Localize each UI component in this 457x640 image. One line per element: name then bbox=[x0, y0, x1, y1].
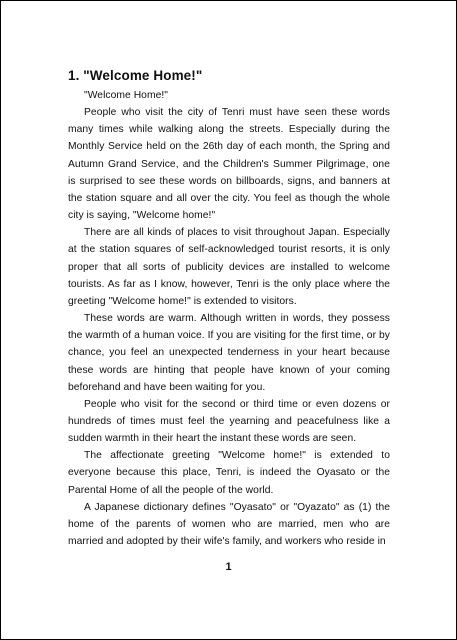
paragraph: "Welcome Home!" bbox=[84, 90, 168, 101]
page-content bbox=[68, 67, 390, 550]
page-number: 1 bbox=[225, 561, 232, 573]
section-heading: 1. "Welcome Home!" bbox=[68, 68, 203, 83]
paragraph: These words are warm. Although written in words, they possess the warmth of a human voice. If you are visiting for the first time, or by chance, you feel an unexpected tenderness in your heart because these words are hinting that people have known of your coming beforehand and have been waiting for you. bbox=[68, 313, 390, 393]
paragraph: A Japanese dictionary defines "Oyasato" or "Oyazato" as (1) the home of the parents of women who are married, men who are married and adopted by their wife's family, and workers who reside in bbox=[68, 501, 390, 548]
paragraph: There are all kinds of places to visit throughout Japan. Especially at the station squares of self-acknowledged tourist resorts, it is only proper that all sorts of publicity devices are installed to welcome tourists. As far as I know, however, Tenri is the only place where the greeting "Welcome home!" is extended to visitors. bbox=[68, 227, 390, 307]
paragraph: People who visit the city of Tenri must have seen these words many times while walking along the streets. Especially during the Monthly Service held on the 26th day of each month, the Spring and Autumn Grand Service, and the Children's Summer Pilgrimage, one is surprised to see these words on billboards, signs, and banners at the station square and all over the city. You feel as though the whole city is saying, "Welcome home!" bbox=[68, 107, 390, 222]
paragraph: People who visit for the second or third time or even dozens or hundreds of times must feel the yearning and peacefulness like a sudden warmth in their heart the instant these words are seen. bbox=[68, 398, 390, 445]
paragraph: The affectionate greeting "Welcome home!" is extended to everyone because this place, Tenri, is indeed the Oyasato or the Parental Home of all the people of the world. bbox=[68, 450, 390, 496]
